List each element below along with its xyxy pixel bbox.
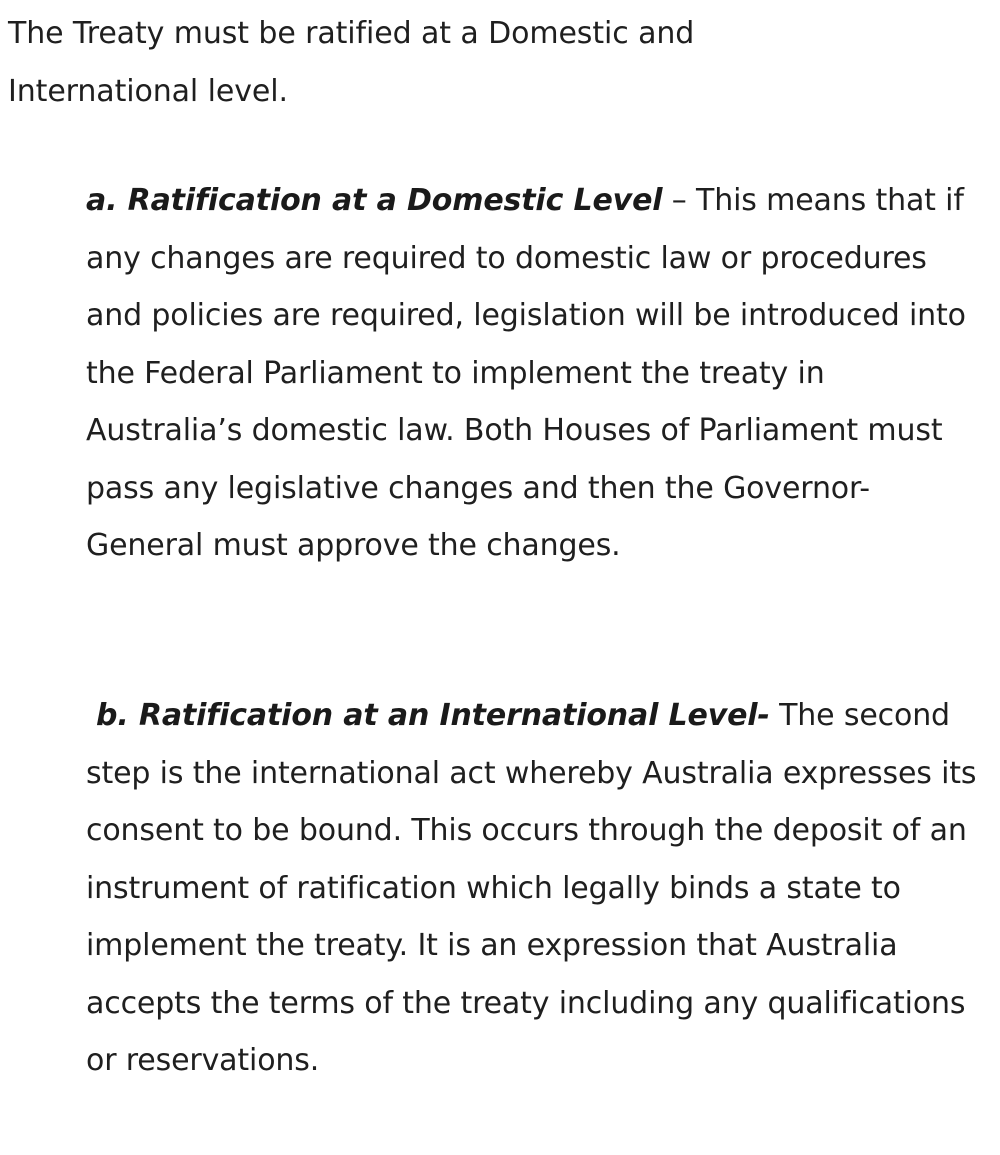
ratification-international-body: The second step is the international act whereby Australia expresses its consent to be bound. This occurs through the deposit of an instrument of ratification which legally binds a state to implement the treaty. It is an expression that Australia accepts the terms of the treaty including any qualifications or reservations.	[86, 698, 977, 1078]
ratification-domestic-item	[86, 172, 986, 575]
ratification-domestic-heading: a. Ratification at a Domestic Level	[86, 183, 663, 218]
ratification-domestic-body: This means that if any changes are required to domestic law or procedures and policies are required, legislation will be introduced into the Federal Parliament to implement the treaty in Australia’s domestic law. Both Houses of Parliament must pass any legislative changes and then the Governor-General must approve the changes.	[86, 183, 966, 563]
ratification-international-item	[86, 687, 986, 1090]
ratification-domestic-separator: –	[662, 183, 697, 218]
ratification-international-separator	[770, 698, 779, 733]
ratification-international-heading: b. Ratification at an International Level-	[96, 698, 770, 733]
intro-paragraph: The Treaty must be ratified at a Domestic and International level.	[8, 16, 695, 109]
